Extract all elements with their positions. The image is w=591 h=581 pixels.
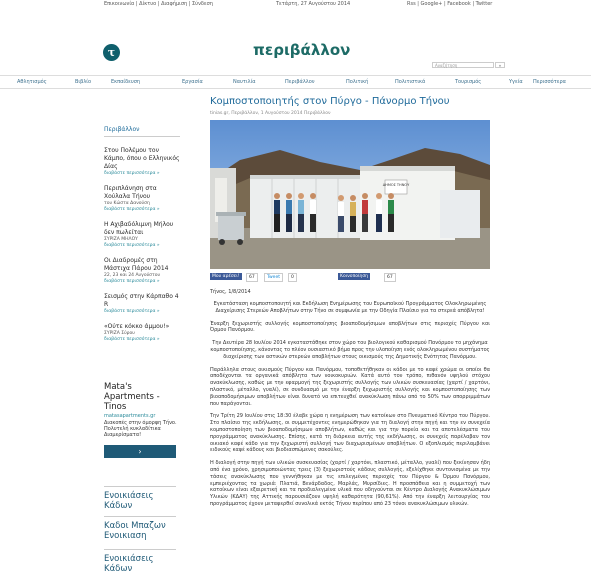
list-item[interactable] — [104, 147, 180, 177]
ad-url[interactable]: matasapartments.gr — [104, 413, 156, 419]
article — [210, 96, 490, 508]
ad-link[interactable]: Ενοικιάσεις Κάδων — [104, 486, 176, 511]
sidebar-item-sub: του Κώστα Δανούση — [104, 201, 150, 206]
list-item[interactable] — [104, 257, 180, 285]
sidebar — [104, 126, 180, 351]
search-button[interactable]: » — [495, 62, 505, 68]
list-item[interactable] — [104, 185, 180, 213]
article-meta: tinias.gr, Περιβάλλον, 1 Αυγούστου 2014 Περιβάλλον — [210, 111, 331, 116]
read-more-link[interactable]: διαβάστε περισσότερα » — [104, 279, 160, 284]
share-bar — [210, 273, 490, 282]
nav-item[interactable]: Περισσότερα — [533, 79, 566, 85]
read-more-link[interactable]: διαβάστε περισσότερα » — [104, 207, 160, 212]
nav-item[interactable]: Αθλητισμός — [17, 79, 47, 85]
current-date: Τετάρτη, 27 Αυγούστου 2014 — [276, 1, 351, 7]
article-paragraph: Εγκατάσταση κομποστοποιητή και Εκδήλωση Ενημέρωσης του Ευρωπαϊκού Προγράμματος Ολοκληρωμένης Διαχείρισης Στερεών Αποβλήτων στην Τήνο σε συμφωνία με την Οδηγία Πλαίσιο για τα στερεά απόβλητα! — [213, 301, 487, 314]
read-more-link[interactable]: διαβάστε περισσότερα » — [104, 171, 160, 176]
ad-link[interactable]: Καδοι Μπαζων Ενοικιαση — [104, 516, 176, 541]
ad-description: Διακοπές στην όμορφη Τήνο. Πολυτελή κυκλαδίτικα Διαμερίσματα! — [104, 420, 177, 438]
article-paragraph: Έναρξη ξεχωριστής συλλογής κομποστοποίησης βιοαποδομήσιμων αποβλήτων στις περιοχές Πύργου και Όρμου Πανόρμου. — [210, 320, 490, 334]
ad-link[interactable]: Ενοικιάσεις Κάδων — [104, 549, 176, 574]
sidebar-item-title[interactable]: Οι Διαδρομές στη Μάστιχα Πάρου 2014 — [104, 257, 169, 272]
top-links[interactable]: Επικοινωνία | Δίκτυο | Διαφήμιση | Σύνδεση — [104, 1, 213, 7]
article-title: Κομποστοποιητής στον Πύργο - Πάνορμο Τήνου — [210, 96, 450, 107]
read-more-link[interactable]: διαβάστε περισσότερα » — [104, 337, 160, 342]
list-item[interactable] — [104, 221, 180, 249]
tweet-button[interactable]: Tweet — [264, 273, 283, 282]
nav-item[interactable]: Πολιτική — [346, 79, 369, 85]
article-paragraph: Την Δευτέρα 28 Ιουλίου 2014 εγκαταστάθηκε στον χώρο του βιολογικού καθαρισμού Πανόρμου το μηχάνημα κομποστοποίησης, κάνοντας το πλέον ουσιαστικό βήμα προς την υλοποίηση ενός ολοκληρωμένου συστήματος διαχείρισης των αστικών στερεών αποβλήτων στους οικισμούς της Δημοτικής Ενότητας Πανόρμου. — [210, 340, 490, 360]
nav-item[interactable]: Υγεία — [509, 79, 523, 85]
list-item[interactable] — [104, 323, 180, 343]
main-nav — [0, 75, 591, 89]
sidebar-item-title[interactable]: Περιπλάνηση στα Χούλαλα Τήνου — [104, 185, 157, 200]
like-count: 67 — [246, 273, 258, 282]
facebook-share-button[interactable]: Κοινοποίηση — [340, 274, 369, 279]
ad-title[interactable]: Mata's Apartments - Tinos — [104, 382, 160, 412]
ad-arrow-button[interactable]: › — [104, 445, 176, 458]
article-paragraph: Την Τρίτη 29 Ιουλίου στις 18:30 έλαβε χώρα η ενημέρωση των κατοίκων στο Πνευματικό Κέντρο του Πύργου. Στο πλαίσιο της εκδήλωσης, οι συμμετέχοντες ενημερώθηκαν για τη διαλογή στην πηγή και την εν συνεχεία κομποστοποίηση των βιοαποδομήσιμων αποβλήτων, καθώς και για την πορεία και τα αποτελέσματα του προγράμματος ανακύκλωσης. Επίσης, κατά τη διάρκεια αυτής της εκδήλωσης, οι συνεχείς παρέλαβαν τον οικιακό καφέ κάδο για την ξεχωριστή συλλογή των διαχωρισμένων αποβλήτων. Ο εξοπλισμός περιλαμβάνει ειδικούς καφέ κάδους και βιοδιασπώμενες σακούλες. — [210, 413, 490, 454]
social-links[interactable]: Rss | Google+ | Facebook | Twitter — [407, 1, 493, 7]
sidebar-item-sub: ΣΥΡΙΖΑ ΜΗΛΟΥ — [104, 237, 138, 242]
article-paragraph: Η διαλογή στην πηγή των υλικών συσκευασίας (χαρτί / χαρτόνι, πλαστικό, μέταλλο, γυαλί) που ξεκίνησαν ήδη από ένα χρόνο, χρησιμοποιώντας τρεις (3) ξεχωριστούς κάδους συλλογής, εξελίχθηκε συντονισμένα με την τάσεις ανακύκλωσης που γεννήθηκαν με τις επιλεγμένες περιοχές του Πύργου & Όρμου Πανόρμου, εμπεριέχοντας τα χωριά: Πλατιά, Βενάρδαδος, Μαρλάς, Μυρσίδιες. Η προσπάθεια και η συμμετοχή των κατοίκων είναι εξαιρετική και τα προδιαλεγμένα υλικά που οδηγούνται σε Κέντρο Διαλογής Ανακυκλώσιμων Υλικών (ΚΔΑΥ) της Αττικής παρουσιάζουν υψηλή καθαρότητα (90,61%). Από την έναρξη λειτουργίας του προγράμματος έχουν μεταφερθεί συνολικά εκτός Τήνου περίπου από 23 τόνοι ανακυκλώσιμων υλικών. — [210, 460, 490, 507]
sidebar-item-sub: 22, 23 και 24 Αυγούστου — [104, 273, 161, 278]
sidebar-item-title[interactable]: Σεισμός στην Κάρπαθο 4 R — [104, 293, 179, 308]
sidebar-item-sub: ΣΥΡΙΖΑ Σύρου — [104, 331, 135, 336]
sidebar-item-title[interactable]: Στου Πολέμου τον Κάμπο, όπου ο Ελληνικός Δίας — [104, 147, 180, 170]
photo-illustration — [210, 120, 490, 269]
facebook-like-button[interactable]: Μου αρέσει! — [212, 274, 240, 279]
read-more-link[interactable]: διαβάστε περισσότερα » — [104, 243, 160, 248]
nav-item[interactable]: Τουρισμός — [455, 79, 482, 85]
section-title: περιβάλλον — [253, 41, 351, 59]
tweet-count: 0 — [288, 273, 297, 282]
nav-item[interactable]: Εκπαίδευση — [111, 79, 141, 85]
nav-item[interactable]: Εργασία — [182, 79, 203, 85]
nav-item[interactable]: Περιβάλλον — [285, 79, 315, 85]
nav-item[interactable]: Βιβλίο — [75, 79, 92, 85]
nav-item[interactable]: Πολιτιστικά — [395, 79, 426, 85]
search-input[interactable]: Αναζήτηση — [432, 62, 494, 68]
article-paragraph: Παράλληλα στους οικισμούς Πύργου και Πανόρμου, τοποθετήθηκαν οι κάδοι με το καφέ χρώμα οι οποίοι θα αποδέχονται τα οργανικά απόβλητα των νοικοκυριών. Κατά αυτό τον τρόπο, πιθανόν υψηλού στόχου ανακύκλωσης, καθώς με την εφαρμογή της ξεχωριστής συλλογής των υλικών συσκευασίας (χαρτί / χαρτόνι, πλαστικό, μέταλλο, γυαλί), σε συνδυασμό με την έναρξη ξεχωριστής συλλογής και κομποστοποίησης των βιοαποδομήσιμων αποβλήτων είναι δυνατό να επιτευχθεί ανακύκλωση πάνω από το 50% των απορριμμάτων που παράγονται. — [210, 366, 490, 407]
list-item[interactable] — [104, 293, 180, 315]
article-photo — [210, 120, 490, 269]
share-count: 67 — [384, 273, 396, 282]
sign-text: ΔΗΜΟΣ ΤΗΝΟΥ — [382, 183, 410, 187]
nav-item[interactable]: Ναυτιλία — [233, 79, 256, 85]
sidebar-heading: Περιβάλλον — [104, 126, 180, 137]
sidebar-ad[interactable] — [104, 382, 180, 458]
site-logo[interactable]: τ — [103, 44, 120, 61]
read-more-link[interactable]: διαβάστε περισσότερα » — [104, 309, 160, 314]
top-bar — [0, 0, 591, 9]
sidebar-item-title[interactable]: Η Αχιβαδόλιμνη Μήλου δεν πωλείται — [104, 221, 174, 236]
article-dateline: Τήνος, 1/8/2014 — [210, 289, 251, 295]
sidebar-item-title[interactable]: «Ούτε κόκκο άμμου!» — [104, 323, 170, 330]
